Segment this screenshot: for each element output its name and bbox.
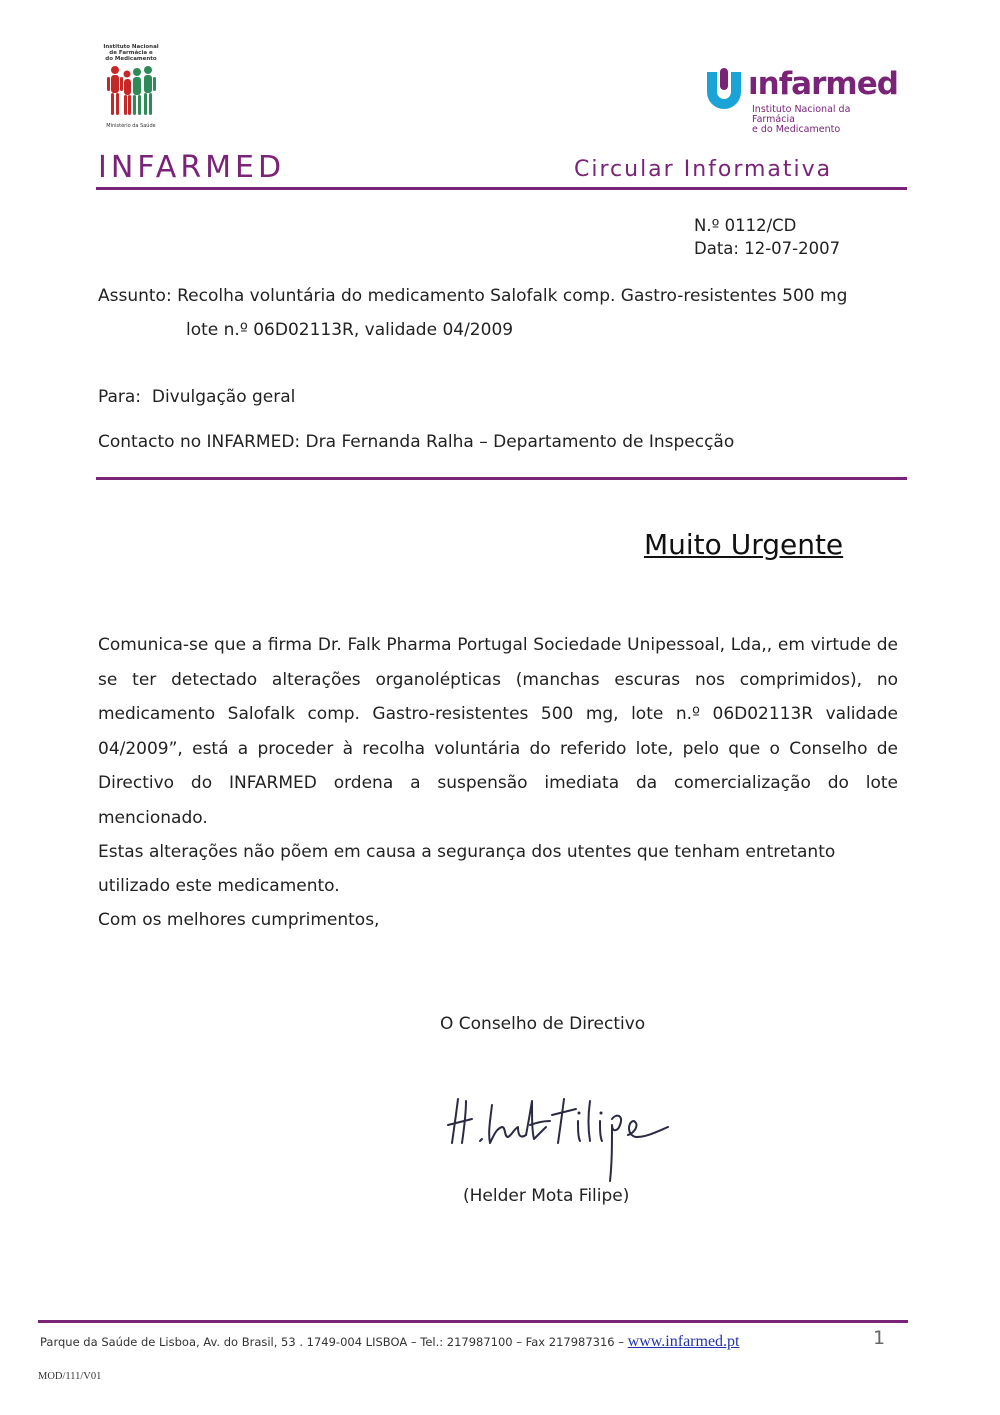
ministry-label: Ministério da Saúde (106, 123, 156, 129)
reference-number: N.º 0112/CD (694, 216, 797, 235)
subject-line-2: lote n.º 06D02113R, validade 04/2009 (186, 320, 514, 340)
logo-name-line-2: de Farmácia e (109, 50, 153, 56)
closing-line: Com os melhores cumprimentos, (98, 910, 380, 930)
reference-date: Data: 12-07-2007 (694, 239, 841, 258)
urgency-heading: Muito Urgente (644, 528, 844, 561)
infarmed-subtitle-line-1: Instituto Nacional da Farmácia (752, 104, 851, 125)
logo-name-line-3: do Medicamento (105, 56, 157, 62)
contact-line: Contacto no INFARMED: Dra Fernanda Ralha – Departamento de Inspecção (98, 432, 735, 452)
infarmed-subtitle-line-2: e do Medicamento (752, 124, 841, 135)
infarmed-logo (703, 64, 898, 135)
body-paragraph-2-line-1: Estas alterações não põem em causa a segurança dos utentes que tenham entretanto (98, 842, 836, 862)
form-code: MOD/111/V01 (38, 1371, 102, 1382)
subject-label: Assunto: (98, 286, 172, 306)
subject-line-1 (98, 286, 847, 306)
signatory-body: O Conselho de Directivo (440, 1014, 646, 1034)
section-divider (96, 477, 907, 480)
signatory-name: (Helder Mota Filipe) (463, 1186, 630, 1206)
page-number: 1 (873, 1327, 886, 1349)
to-label: Para: (98, 387, 142, 407)
subject-text: Recolha voluntária do medicamento Salofalk comp. Gastro-resistentes 500 mg (177, 286, 848, 306)
website-link[interactable]: www.infarmed.pt (627, 1333, 740, 1350)
footer-address-text: Parque da Saúde de Lisboa, Av. do Brasil, 53 . 1749-004 LISBOA – Tel.: 217987100 – Fax 217987316 – (40, 1335, 628, 1349)
handwritten-signature (440, 1085, 680, 1185)
logo-name-line-1: Instituto Nacional (103, 44, 159, 50)
body-paragraph-2-line-2: utilizado este medicamento. (98, 876, 340, 896)
body-paragraph-1: Comunica-se que a firma Dr. Falk Pharma Portugal Sociedade Unipessoal, Lda,, em virtude de se ter detectado alterações organolépticas (manchas escuras nos comprimidos), no medicamento Salofalk comp. Gastro-resistentes 500 mg, lote n.º 06D02113R validade 04/2009”, está a proceder à recolha voluntária do referido lote, pelo que o Conselho de Directivo do INFARMED ordena a suspensão imediata da comercialização do lote mencionado. (98, 635, 898, 828)
footer-address (40, 1333, 740, 1351)
figures-emblem-icon (105, 64, 157, 122)
infarmed-subtitle (752, 105, 883, 135)
infarmed-u-emblem-icon (703, 66, 745, 112)
infarmed-wordmark: ınfarmed (748, 66, 898, 102)
document-type: Circular Informativa (574, 157, 833, 182)
header-divider (96, 187, 907, 190)
footer-divider (38, 1320, 908, 1323)
to-value: Divulgação geral (151, 387, 296, 407)
brand-title: INFARMED (98, 150, 286, 185)
recipients (98, 387, 295, 407)
infarmed-institute-logo (96, 44, 166, 136)
